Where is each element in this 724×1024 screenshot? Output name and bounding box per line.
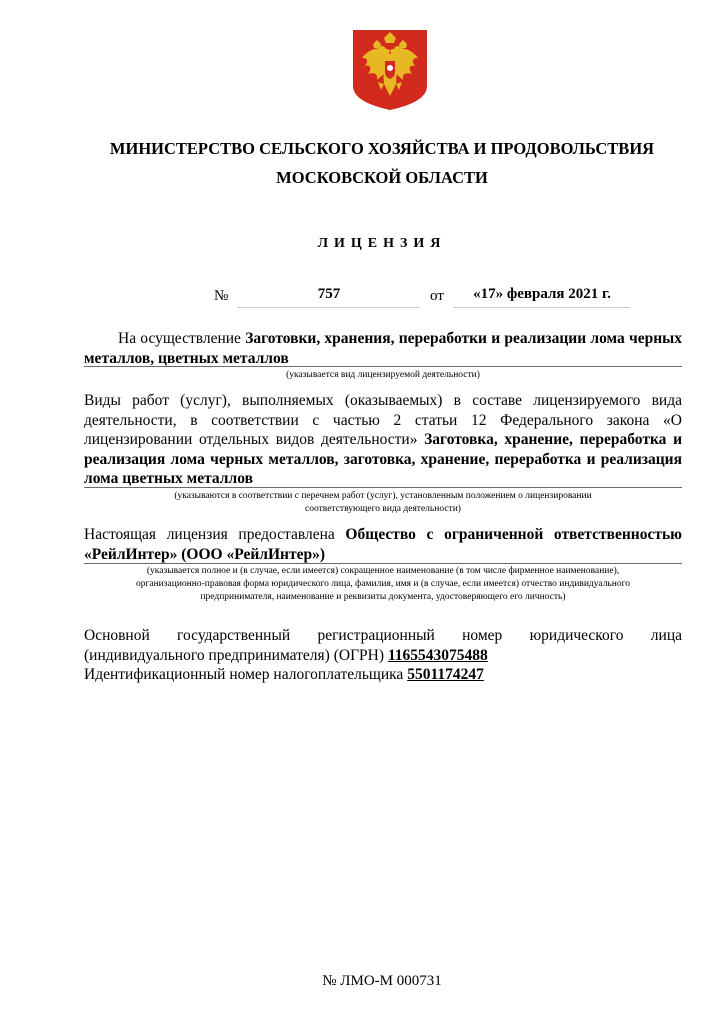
coat-of-arms-icon: [351, 28, 429, 112]
number-label: №: [214, 288, 229, 304]
ministry-name-line2: МОСКОВСКОЙ ОБЛАСТИ: [276, 168, 488, 187]
activity-note: (указывается вид лицензируемой деятельности): [286, 370, 480, 380]
license-number: 757: [238, 286, 420, 308]
ogrn-label: Основной государственный регистрационный номер юридического лица (индивидуального предпринимателя) (ОГРН): [84, 627, 682, 664]
inn-label: Идентификационный номер налогоплательщика: [84, 666, 404, 683]
activity-paragraph: [84, 329, 682, 368]
license-date: «17» февраля 2021 г.: [454, 286, 630, 308]
activity-prefix: На осуществление: [118, 330, 241, 347]
form-number: № ЛМО-М 000731: [322, 973, 442, 989]
holder-note-line3: предпринимателя, наименование и реквизиты документа, удостоверяющего его личность): [200, 592, 566, 602]
activity-underline: [84, 366, 682, 367]
holder-value: Общество с ограниченной ответственностью «РейлИнтер» (ООО «РейлИнтер»): [84, 526, 683, 563]
date-label: от: [430, 288, 444, 304]
holder-note-line1: (указывается полное и (в случае, если имеется) сокращенное наименование (в том числе фирменное наименование),: [146, 566, 620, 576]
holder-paragraph: [84, 525, 682, 564]
document-title: ЛИЦЕНЗИЯ: [317, 236, 447, 251]
holder-note-line2: организационно-правовая форма юридического лица, фамилия, имя и (в случае, если имеется) отчество индивидуального: [135, 579, 631, 589]
inn-value: 5501174247: [407, 666, 484, 683]
works-underline: [84, 487, 682, 488]
works-prefix: Виды работ (услуг), выполняемых (оказываемых) в составе лицензируемого вида деятельности, в соответствии с частью 2 статьи 12 Федерального закона «О лицензировании отдельных видов деятельности»: [84, 392, 682, 448]
ministry-name-line1: МИНИСТЕРСТВО СЕЛЬСКОГО ХОЗЯЙСТВА И ПРОДОВОЛЬСТВИЯ: [109, 139, 655, 158]
ogrn-value: 1165543075488: [387, 646, 488, 664]
works-value: Заготовка, хранение, переработка и реализация лома черных металлов, заготовка, хранение, переработка и реализация лома цветных металлов: [84, 431, 682, 487]
holder-prefix: Настоящая лицензия предоставлена: [84, 526, 335, 543]
ogrn-paragraph: [84, 626, 682, 665]
works-note-line2: соответствующего вида деятельности): [305, 504, 461, 514]
activity-value: Заготовки, хранения, переработки и реализации лома черных металлов, цветных металлов: [84, 330, 683, 367]
works-paragraph: [84, 391, 682, 489]
works-note-line1: (указываются в соответствии с перечнем работ (услуг), установленным положением о лицензировании: [174, 491, 592, 501]
inn-paragraph: [84, 665, 682, 685]
